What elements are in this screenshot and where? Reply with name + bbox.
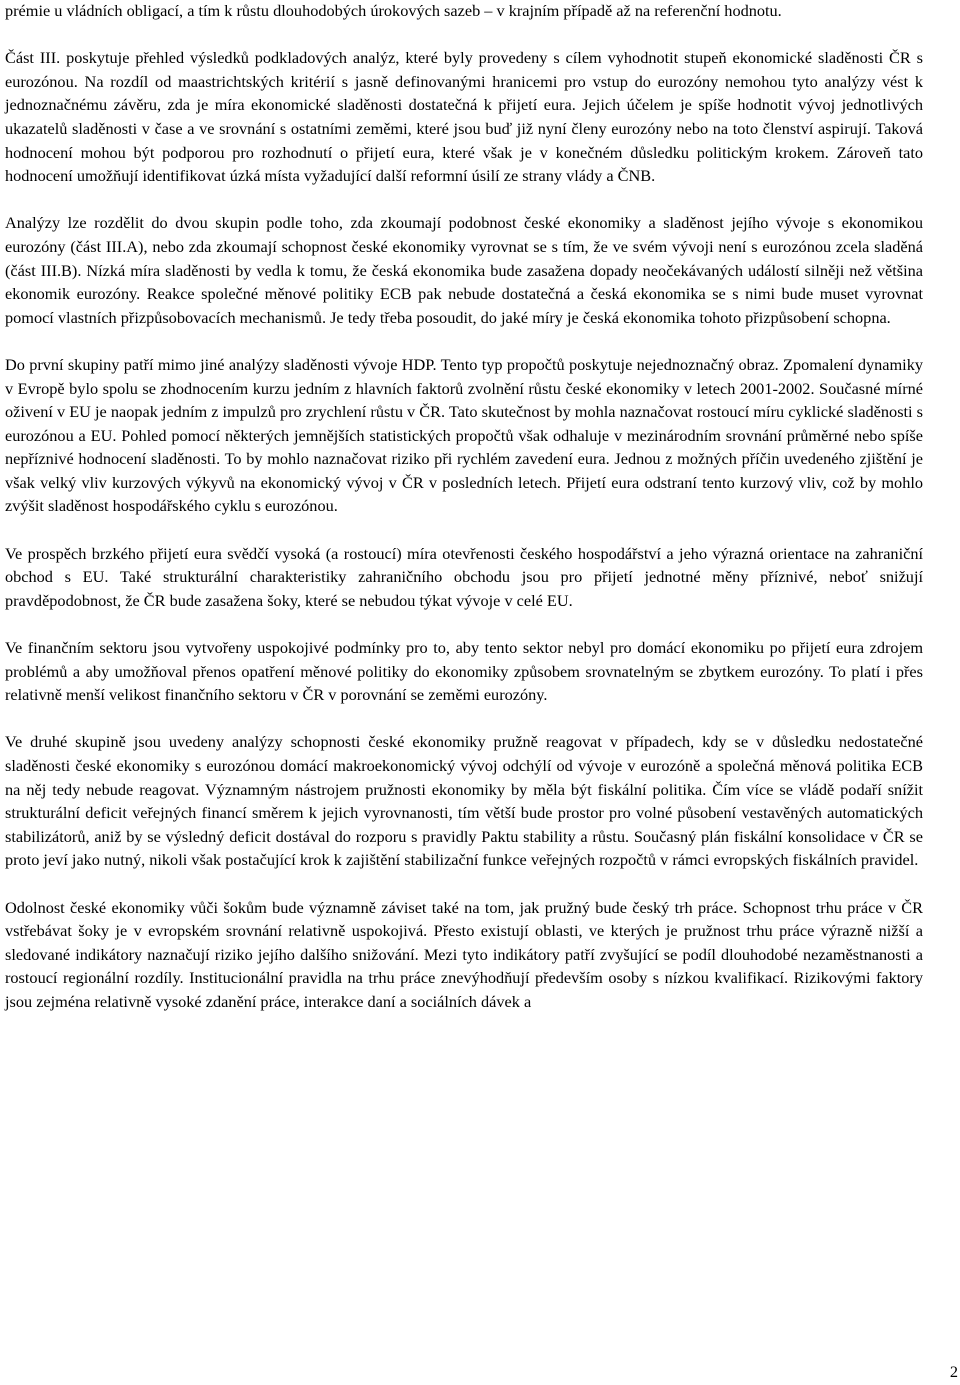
paragraph-8: Odolnost české ekonomiky vůči šokům bude významně záviset také na tom, jak pružný bude český trh práce. Schopnost trhu práce v ČR vstřebávat šoky je v evropském srovnání relativně uspokojivá. Přesto existují oblasti, ve kterých je pružnost trhu práce výrazně nižší a sledované indikátory naznačují riziko jejího dalšího snižování. Mezi tyto indikátory patří zvyšující se podíl dlouhodobé nezaměstnanosti a rostoucí regionální rozdíly. Institucionální pravidla na trhu práce znevýhodňují především osoby s nízkou kvalifikací. Rizikovými faktory jsou zejména relativně vysoké zdanění práce, interakce daní a sociálních dávek a <box>5 897 923 1011</box>
document-page <box>5 0 923 1037</box>
paragraph-3: Analýzy lze rozdělit do dvou skupin podle toho, zda zkoumají podobnost české ekonomiky a sladěnost jejího vývoje s ekonomikou eurozóny (část III.A), nebo zda zkoumají schopnost české ekonomiky vyrovnat se s tím, že ve svém vývoji není s eurozónou zcela sladěná (část III.B). Nízká míra sladěnosti by vedla k tomu, že česká ekonomika bude zasažena dopady neočekávaných událostí silněji než většina ekonomik eurozóny. Reakce společné měnové politiky ECB pak nebude dostatečná a česká ekonomika se s nimi bude muset vyrovnat pomocí vlastních přizpůsobovacích mechanismů. Je tedy třeba posoudit, do jaké míry je česká ekonomika tohoto přizpůsobení schopna. <box>5 213 923 327</box>
paragraph-1: prémie u vládních obligací, a tím k růstu dlouhodobých úrokových sazeb – v krajním případě až na referenční hodnotu. <box>5 1 782 20</box>
paragraph-4: Do první skupiny patří mimo jiné analýzy sladěnosti vývoje HDP. Tento typ propočtů poskytuje nejednoznačný obraz. Zpomalení dynamiky v Evropě bylo spolu se zhodnocením kurzu jedním z hlavních faktorů zvolnění růstu české ekonomiky v letech 2001-2002. Současné mírné oživení v EU je naopak jedním z impulzů pro zrychlení růstu v ČR. Tato skutečnost by mohla naznačovat rostoucí míru cyklické sladěnosti s eurozónou a EU. Pohled pomocí některých jemnějších statistických propočtů však odhaluje v mezinárodním srovnání průměrné nebo spíše nepříznivé hodnocení sladěnosti. To by mohlo naznačovat riziko při rychlém zavedení eura. Jednou z možných příčin uvedeného zjištění je však velký vliv kurzových výkyvů na ekonomický vývoj v ČR v posledních letech. Přijetí eura odstraní tento kurzový vliv, což by mohlo zvýšit sladěnost hospodářského cyklu s eurozónou. <box>5 354 923 516</box>
paragraph-5: Ve prospěch brzkého přijetí eura svědčí vysoká (a rostoucí) míra otevřenosti českého hospodářství a jeho výrazná orientace na zahraniční obchod s EU. Také strukturální charakteristiky zahraničního obchodu jsou pro přijetí jednotné měny příznivé, neboť snižují pravděpodobnost, že ČR bude zasažena šoky, které se nebudou týkat vývoje v celé EU. <box>5 543 923 610</box>
paragraph-7: Ve druhé skupině jsou uvedeny analýzy schopnosti české ekonomiky pružně reagovat v případech, kdy se v důsledku nedostatečné sladěnosti české ekonomiky s eurozónou domácí makroekonomický vývoj odchýlí od vývoje v eurozóně a společná měnová politika ECB na něj tedy nebude reagovat. Významným nástrojem pružnosti ekonomiky by měla být fiskální politika. Čím více se vládě podaří snížit strukturální deficit veřejných financí směrem k jejich vyrovnanosti, tím větší bude prostor pro volné působení vestavěných automatických stabilizátorů, aniž by se výsledný deficit dostával do rozporu s pravidly Paktu stability a růstu. Současný plán fiskální konsolidace v ČR se proto jeví jako nutný, nikoli však postačující krok k zajištění stabilizační funkce veřejných rozpočtů v rámci evropských fiskálních pravidel. <box>5 732 923 870</box>
paragraph-6: Ve finančním sektoru jsou vytvořeny uspokojivé podmínky pro to, aby tento sektor nebyl pro domácí ekonomiku po přijetí eura zdrojem problémů a aby umožňoval přenos opatření měnové politiky do ekonomiky způsobem srovnatelným se zbytkem eurozóny. To platí i přes relativně menší velikost finančního sektoru v ČR v porovnání se zeměmi eurozóny. <box>5 638 923 705</box>
page-number: 2 <box>949 1362 958 1381</box>
paragraph-2: Část III. poskytuje přehled výsledků podkladových analýz, které byly provedeny s cílem vyhodnotit stupeň ekonomické sladěnosti ČR s eurozónou. Na rozdíl od maastrichtských kritérií s jasně definovanými hranicemi pro vstup do eurozóny nemohou tyto analýzy vést k jednoznačnému závěru, zda je míra ekonomické sladěnosti dostatečná k přijetí eura. Jejich účelem je spíše hodnotit vývoj jednotlivých ukazatelů sladěnosti v čase a ve srovnání s ostatními zeměmi, které jsou buď již nyní členy eurozóny nebo na toto členství aspirují. Taková hodnocení mohou být podporou pro rozhodnutí o přijetí eura, které však je v konečném důsledku politickým krokem. Zároveň tato hodnocení umožňují identifikovat úzká místa vyžadující další reformní úsilí ze strany vlády a ČNB. <box>5 48 923 186</box>
